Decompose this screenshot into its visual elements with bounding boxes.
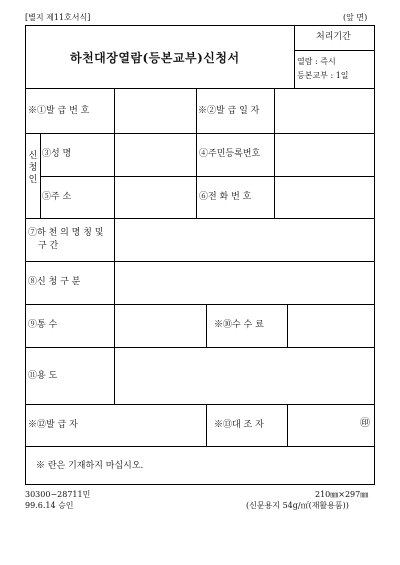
copies-field[interactable] [115, 305, 205, 346]
issuer-label: ※⑫발 급 자 [28, 420, 78, 430]
river-section-label: 구 간 [38, 241, 59, 251]
rule [206, 304, 207, 347]
footer-code: 30300−28711민 [25, 490, 91, 499]
name-label: ③성 명 [42, 149, 72, 159]
processing-copy: 등본교부 : 1일 [297, 71, 349, 80]
issuer-field[interactable] [115, 405, 205, 445]
footer-size: 210㎜×297㎜ [315, 490, 369, 499]
issue-number-field[interactable] [115, 89, 195, 132]
checker-label: ※⑬대 조 자 [214, 420, 264, 430]
form-title: 하천대장열람(등본교부)신청서 [70, 51, 240, 65]
issue-number-label: ※①발 급 번 호 [28, 106, 90, 116]
rule [206, 404, 207, 446]
river-name-label: ⑦하 천 의 명 칭 및 [28, 228, 104, 238]
resident-number-label: ④주민등록번호 [199, 149, 261, 159]
copies-label: ⑨통 수 [28, 320, 58, 330]
seal-mark: ㊞ [360, 418, 370, 429]
form-number: [별지 제11호서식] [25, 13, 91, 22]
fee-label: ※⑩수 수 료 [214, 320, 264, 330]
applicant-label: 신청인 [28, 151, 38, 185]
rule [40, 133, 41, 218]
phone-field[interactable] [275, 177, 374, 217]
address-label: ⑤주 소 [42, 192, 72, 202]
resident-number-field[interactable] [275, 134, 374, 175]
page-side: (앞 면) [343, 13, 368, 22]
rule [25, 446, 375, 447]
purpose-label: ⑪용 도 [28, 371, 58, 381]
processing-period-label: 처리기간 [316, 32, 351, 42]
address-field[interactable] [115, 177, 195, 217]
purpose-field[interactable] [115, 348, 374, 403]
fee-field[interactable] [288, 305, 374, 346]
request-type-label: ⑧신 청 구 분 [28, 277, 81, 287]
rule [196, 88, 197, 218]
river-name-field[interactable] [115, 219, 374, 260]
name-field[interactable] [115, 134, 195, 175]
issue-date-field[interactable] [275, 89, 374, 132]
rule [294, 50, 375, 51]
phone-label: ⑥전 화 번 호 [199, 192, 252, 202]
note-text: ※ 란은 기재하지 마십시오. [36, 461, 144, 471]
rule [294, 25, 295, 88]
processing-view: 열람 : 즉시 [297, 57, 336, 66]
footer-paper: (신문용지 54g/㎡(재활용품)) [246, 501, 349, 510]
request-type-field[interactable] [115, 262, 374, 303]
footer-approval: 99.6.14 승인 [25, 501, 74, 510]
issue-date-label: ※②발 급 일 자 [198, 106, 260, 116]
